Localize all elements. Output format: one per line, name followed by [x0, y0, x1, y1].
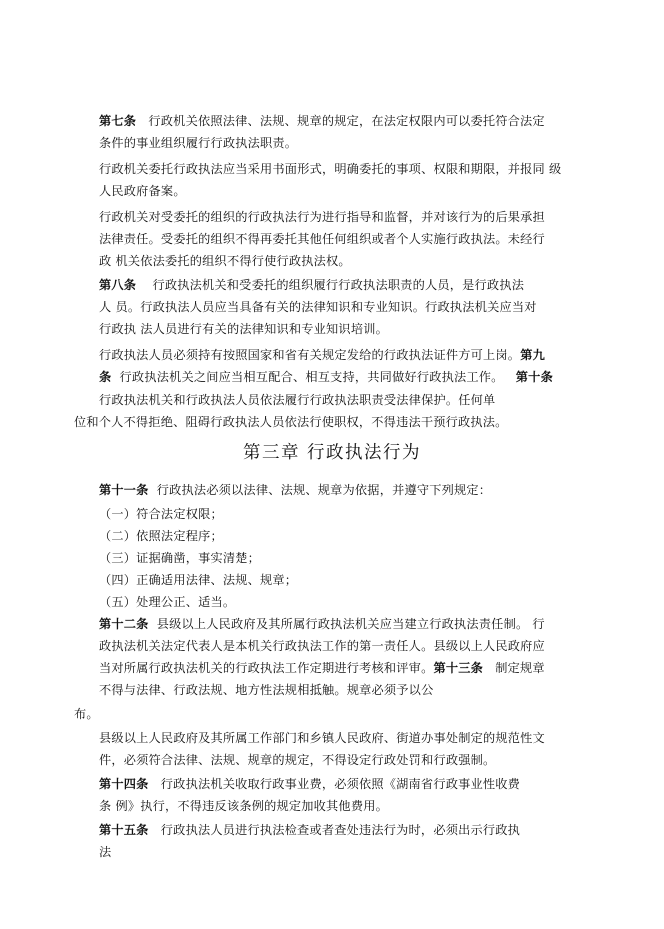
art11-item: （二）依照法定程序；: [99, 529, 223, 543]
art11-heading: 第十一条: [99, 483, 149, 497]
art10-line-1: 行政执法机关和行政执法人员依法履行行政执法职责受法律保护。任何单: [99, 393, 496, 407]
art8-p2-text: 行政执法人员必须持有按照国家和省有关规定发给的行政执法证件方可上岗。: [99, 348, 521, 362]
art8-text: 行政执法机关和受委托的组织履行行政执法职责的人员，是行政执法: [152, 278, 525, 292]
art9-heading-end: 条: [99, 370, 112, 384]
art13-line-2: 不得与法律、行政法规、地方性法规相抵触。规章必须予以公: [99, 683, 434, 697]
art8-p2-line-1: [99, 346, 545, 364]
art7-line-1: [99, 112, 545, 130]
art13-p2-line-1: 县级以上人民政府及其所属工作部门和乡镇人民政府、街道办事处制定的规范性文: [99, 731, 545, 745]
art13-p2-line-2: 件，必须符合法律、法规、规章的规定，不得设定行政处罚和行政强制。: [99, 753, 496, 767]
art11-item: （五）处理公正、适当。: [99, 595, 236, 609]
art15-text: 行政执法人员进行执法检查或者查处违法行为时，必须出示行政执: [160, 823, 521, 837]
art7-p2-line-2: 人民政府备案。: [99, 184, 186, 198]
art9-heading-start: 第九: [520, 348, 545, 362]
art11-item: （四）正确适用法律、法规、规章；: [99, 573, 298, 587]
art7-p3-line-3: 政 机关依法委托的组织不得行使行政执法权。: [99, 254, 351, 268]
art13-heading: 第十三条: [433, 661, 484, 675]
art11-line-1: [99, 481, 491, 499]
art7-p3-line-1: 行政机关对受委托的组织的行政执法行为进行指导和监督，并对该行为的后果承担: [99, 210, 545, 224]
art9-line: [99, 368, 553, 386]
art10-line-2: 位和个人不得拒绝、阻碍行政执法人员依法行使职权，不得违法干预行政执法。: [74, 415, 508, 429]
art7-p3-line-2: 法律责任。受委托的组织不得再委托其他任何组织或者个人实施行政执法。未经行: [99, 232, 545, 246]
art7-line-2: 条件的事业组织履行行政执法职责。: [99, 136, 298, 150]
art11-item: （一）符合法定权限；: [99, 507, 223, 521]
art11-item: （三）证据确凿，事实清楚；: [99, 551, 261, 565]
art7-text: 行政机关依照法律、法规、规章的规定，在法定权限内可以委托符合法定: [148, 114, 545, 128]
art13-text-1: 制定规章: [495, 661, 545, 675]
art13-line-3: 布。: [74, 707, 99, 721]
art14-heading: 第十四条: [99, 777, 149, 791]
art7-heading: 第七条: [99, 114, 137, 128]
art15-heading: 第十五条: [99, 823, 149, 837]
art14-line-2: 条 例》执行，不得违反该条例的规定加收其他费用。: [99, 799, 388, 813]
art15-line-1: [99, 821, 520, 839]
art8-line-1: [99, 276, 524, 294]
art12-line-3: [99, 659, 545, 677]
art8-heading: 第八条: [99, 278, 137, 292]
chapter-title: 第三章 行政执法行为: [242, 443, 422, 463]
art12-text-3: 当对所属行政执法机关的行政执法工作定期进行考核和评审。: [99, 661, 434, 675]
art8-line-3: 行政执 法人员进行有关的法律知识和专业知识培训。: [99, 322, 388, 336]
art10-heading: 第十条: [515, 370, 553, 384]
art12-text: 县级以上人民政府及其所属行政执法机关应当建立行政执法责任制。 行: [156, 617, 545, 631]
art12-heading: 第十二条: [99, 617, 149, 631]
art11-intro: 行政执法必须以法律、法规、规章为依据，并遵守下列规定：: [156, 483, 492, 497]
art8-line-2: 人 员。行政执法人员应当具备有关的法律知识和专业知识。行政执法机关应当对: [99, 300, 537, 314]
art14-text: 行政执法机关收取行政事业费，必须依照《湖南省行政事业性收费: [160, 777, 521, 791]
art12-line-1: [99, 615, 545, 633]
art14-line-1: [99, 775, 520, 793]
art9-text: 行政执法机关之间应当相互配合、相互支持，共同做好行政执法工作。: [119, 370, 504, 384]
art7-p2-line-1: 行政机关委托行政执法应当采用书面形式，明确委托的事项、权限和期限，并报同 级: [99, 162, 562, 176]
art12-line-2: 政执法机关法定代表人是本机关行政执法工作的第一责任人。县级以上人民政府应: [99, 639, 545, 653]
art15-line-2: 法: [99, 845, 112, 859]
